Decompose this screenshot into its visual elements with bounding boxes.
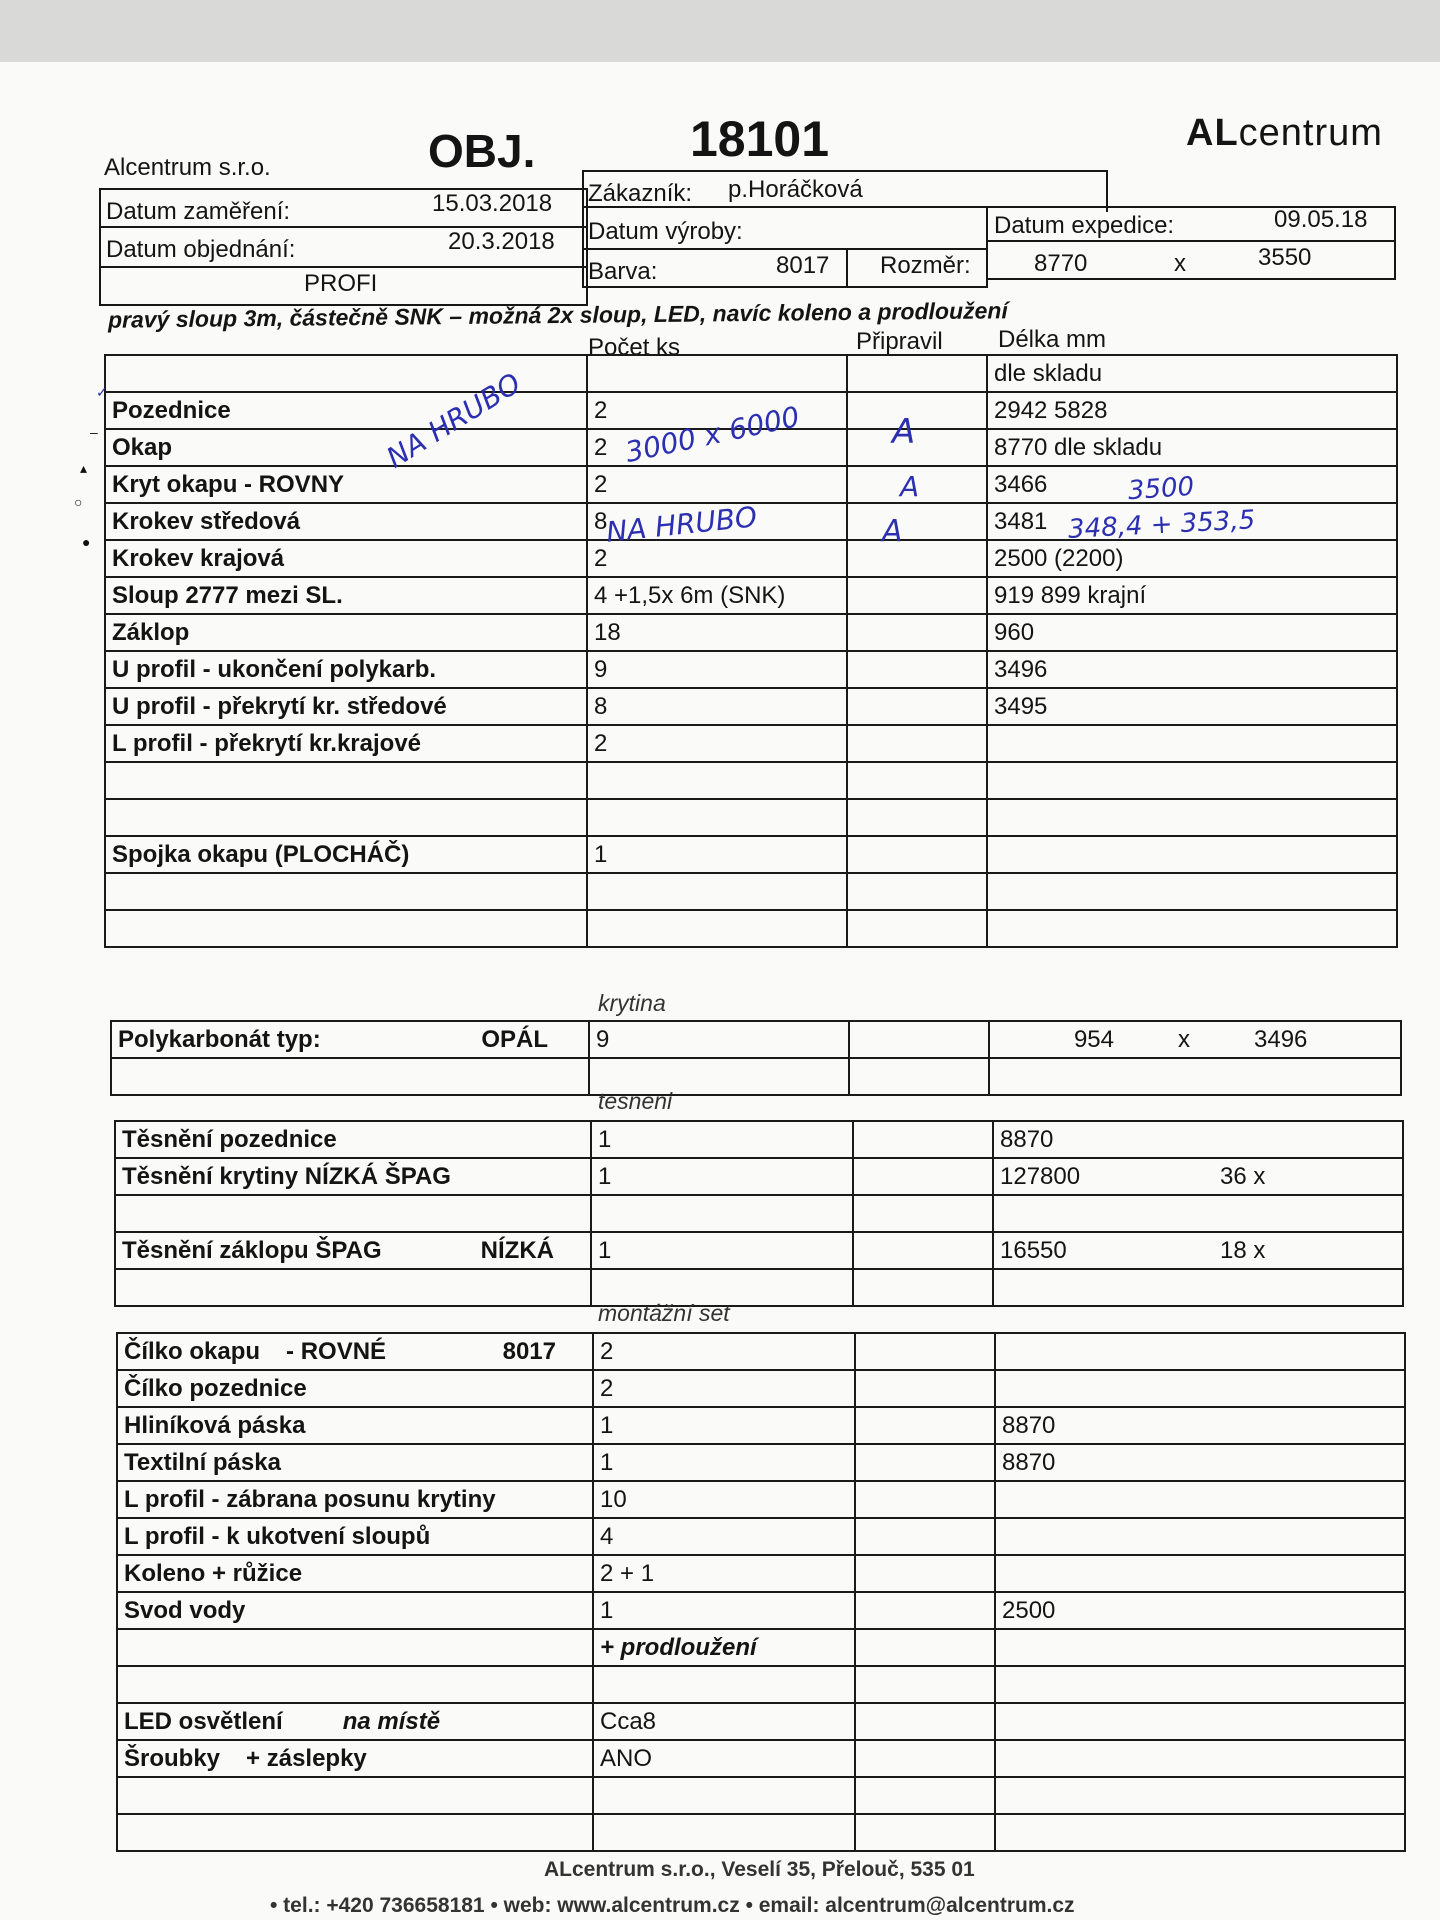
table-cell: 2 bbox=[593, 1370, 855, 1407]
table-row bbox=[117, 1740, 1405, 1777]
table-cell bbox=[993, 1232, 1403, 1269]
type-label: PROFI bbox=[304, 270, 378, 297]
table-cell bbox=[987, 910, 1397, 947]
production-date-label: Datum výroby: bbox=[588, 218, 743, 245]
table-cell bbox=[855, 1370, 995, 1407]
divider bbox=[846, 248, 848, 286]
table-cell bbox=[855, 1555, 995, 1592]
table-cell: 3481 bbox=[987, 503, 1397, 540]
divider bbox=[99, 266, 588, 268]
table-row bbox=[115, 1195, 1403, 1232]
mount-mid: na místě bbox=[342, 1707, 441, 1735]
table-cell: 2500 bbox=[995, 1592, 1405, 1629]
table-cell: U profil - ukončení polykarb. bbox=[105, 651, 587, 688]
table-cell bbox=[847, 540, 987, 577]
table-cell bbox=[105, 799, 587, 836]
table-cell: 3495 bbox=[987, 688, 1397, 725]
table-cell bbox=[847, 688, 987, 725]
table-row bbox=[117, 1629, 1405, 1666]
table-cell bbox=[855, 1740, 995, 1777]
mount-extra: 8017 bbox=[502, 1337, 556, 1365]
measure-date: 15.03.2018 bbox=[432, 190, 553, 217]
alcentrum-logo bbox=[1186, 112, 1383, 155]
table-cell bbox=[117, 1370, 593, 1407]
seal-name: Těsnění záklopu ŠPAG bbox=[122, 1236, 382, 1264]
table-row bbox=[117, 1407, 1405, 1444]
table-cell: 919 899 krajní bbox=[987, 577, 1397, 614]
table-cell bbox=[987, 725, 1397, 762]
table-cell bbox=[117, 1666, 593, 1703]
color-label: Barva: bbox=[588, 258, 658, 285]
table-cell bbox=[117, 1333, 593, 1370]
handwriting-initials: A bbox=[882, 514, 903, 549]
table-cell: 2 bbox=[587, 429, 847, 466]
table-row bbox=[117, 1703, 1405, 1740]
table-cell bbox=[587, 762, 847, 799]
seals-table bbox=[114, 1120, 1404, 1307]
table-row bbox=[117, 1555, 1405, 1592]
order-number: 18101 bbox=[690, 111, 830, 167]
table-row bbox=[117, 1592, 1405, 1629]
table-row bbox=[105, 651, 1397, 688]
table-cell: Pozednice bbox=[105, 392, 587, 429]
table-row bbox=[111, 1058, 1401, 1095]
table-row bbox=[105, 725, 1397, 762]
table-cell: 8770 dle skladu bbox=[987, 429, 1397, 466]
table-row bbox=[115, 1158, 1403, 1195]
customer-name: p.Horáčková bbox=[728, 176, 863, 203]
table-row bbox=[115, 1232, 1403, 1269]
table-cell bbox=[847, 503, 987, 540]
table-cell bbox=[115, 1232, 591, 1269]
table-cell: Krokev středová bbox=[105, 503, 587, 540]
table-cell: 3496 bbox=[987, 651, 1397, 688]
table-cell bbox=[117, 1407, 593, 1444]
seals-section-label: tesneni bbox=[598, 1088, 673, 1114]
table-cell bbox=[117, 1814, 593, 1851]
table-row bbox=[117, 1444, 1405, 1481]
handwriting-length-note-2: 348,4 + 353,5 bbox=[1067, 505, 1256, 545]
cover-section-label: krytina bbox=[598, 990, 666, 1016]
table-cell bbox=[105, 762, 587, 799]
cover-kind: OPÁL bbox=[481, 1025, 548, 1053]
table-cell bbox=[987, 836, 1397, 873]
seal-multiplier: 36 x bbox=[1220, 1162, 1266, 1190]
table-row bbox=[105, 799, 1397, 836]
table-cell bbox=[593, 1666, 855, 1703]
mount-name: L profil - k ukotvení sloupů bbox=[124, 1522, 431, 1550]
cover-count: 9 bbox=[589, 1021, 849, 1058]
order-date: 20.3.2018 bbox=[448, 228, 555, 255]
table-cell bbox=[987, 762, 1397, 799]
measure-date-label: Datum zaměření: bbox=[106, 198, 291, 225]
table-cell: 2 bbox=[593, 1333, 855, 1370]
mount-name: LED osvětlení bbox=[124, 1707, 283, 1735]
table-row bbox=[105, 355, 1397, 392]
dispatch-date-label: Datum expedice: bbox=[994, 212, 1175, 239]
table-cell: Sloup 2777 mezi SL. bbox=[105, 577, 587, 614]
cover-name: Polykarbonát typ: bbox=[118, 1025, 321, 1053]
table-cell bbox=[105, 873, 587, 910]
table-cell bbox=[847, 725, 987, 762]
table-cell bbox=[591, 1195, 853, 1232]
seal-multiplier: 18 x bbox=[1220, 1236, 1266, 1264]
table-cell bbox=[989, 1021, 1401, 1058]
table-cell: 1 bbox=[593, 1407, 855, 1444]
mount-mid: - ROVNÉ bbox=[286, 1337, 387, 1365]
table-cell bbox=[117, 1444, 593, 1481]
table-cell bbox=[849, 1021, 989, 1058]
table-cell bbox=[855, 1518, 995, 1555]
size-width: 8770 bbox=[1034, 250, 1088, 277]
table-cell bbox=[995, 1555, 1405, 1592]
table-cell: 1 bbox=[591, 1121, 853, 1158]
table-cell bbox=[849, 1058, 989, 1095]
cover-length: 3496 bbox=[1254, 1025, 1308, 1053]
table-cell: Spojka okapu (PLOCHÁČ) bbox=[105, 836, 587, 873]
table-cell: 2 bbox=[587, 466, 847, 503]
table-row bbox=[111, 1021, 1401, 1058]
table-row bbox=[117, 1666, 1405, 1703]
table-cell: 2500 (2200) bbox=[987, 540, 1397, 577]
handwriting-na-hrubo-1: NA HRUBO bbox=[380, 366, 527, 475]
table-cell: 1 bbox=[593, 1592, 855, 1629]
table-cell bbox=[853, 1121, 993, 1158]
table-cell bbox=[587, 910, 847, 947]
table-row bbox=[105, 873, 1397, 910]
table-row bbox=[105, 910, 1397, 947]
order-label: OBJ. bbox=[428, 125, 536, 177]
company-name: Alcentrum s.r.o. bbox=[104, 154, 271, 181]
table-cell: 4 +1,5x 6m (SNK) bbox=[587, 577, 847, 614]
dispatch-date: 09.05.18 bbox=[1274, 206, 1368, 233]
color-value: 8017 bbox=[776, 252, 830, 279]
table-cell bbox=[995, 1777, 1405, 1814]
margin-mark: – bbox=[90, 424, 98, 440]
table-cell bbox=[115, 1121, 591, 1158]
table-cell bbox=[117, 1703, 593, 1740]
table-cell: 2 bbox=[587, 725, 847, 762]
logo-al: AL bbox=[1186, 112, 1239, 154]
table-cell: 2 bbox=[587, 540, 847, 577]
table-row bbox=[117, 1370, 1405, 1407]
table-cell: 8870 bbox=[995, 1444, 1405, 1481]
table-cell: 960 bbox=[987, 614, 1397, 651]
table-cell bbox=[847, 762, 987, 799]
table-cell bbox=[847, 614, 987, 651]
table-cell bbox=[105, 910, 587, 947]
mount-name: Šroubky bbox=[124, 1744, 221, 1772]
col-prepared: Připravil bbox=[856, 328, 943, 355]
divider bbox=[582, 248, 988, 250]
table-cell bbox=[587, 873, 847, 910]
table-cell bbox=[995, 1814, 1405, 1851]
table-cell bbox=[993, 1121, 1403, 1158]
mount-name: Koleno + růžice bbox=[124, 1559, 303, 1587]
table-cell: Cca8 bbox=[593, 1703, 855, 1740]
handwriting-na-hrubo-2: NA HRUBO bbox=[604, 500, 759, 549]
table-cell bbox=[853, 1158, 993, 1195]
table-cell bbox=[855, 1777, 995, 1814]
table-cell: 1 bbox=[587, 836, 847, 873]
table-cell: 2 bbox=[587, 392, 847, 429]
table-cell bbox=[847, 429, 987, 466]
table-cell bbox=[117, 1555, 593, 1592]
cover-x: x bbox=[1178, 1025, 1190, 1053]
table-cell: U profil - překrytí kr. středové bbox=[105, 688, 587, 725]
table-row bbox=[117, 1333, 1405, 1370]
table-row bbox=[117, 1518, 1405, 1555]
table-cell: 3466 bbox=[987, 466, 1397, 503]
table-cell bbox=[855, 1814, 995, 1851]
size-label: Rozměr: bbox=[880, 252, 971, 279]
mount-name: L profil - zábrana posunu krytiny bbox=[124, 1485, 496, 1513]
table-cell bbox=[995, 1629, 1405, 1666]
table-row bbox=[105, 836, 1397, 873]
footer-address: ALcentrum s.r.o., Veselí 35, Přelouč, 535 01 bbox=[544, 1858, 975, 1881]
table-row bbox=[105, 540, 1397, 577]
table-cell bbox=[117, 1629, 593, 1666]
table-row bbox=[115, 1121, 1403, 1158]
col-count: Počet ks bbox=[588, 334, 681, 361]
table-cell: 1 bbox=[593, 1444, 855, 1481]
table-cell bbox=[995, 1518, 1405, 1555]
table-row bbox=[105, 577, 1397, 614]
footer-contact: • tel.: +420 736658181 • web: www.alcentrum.cz • email: alcentrum@alcentrum.cz bbox=[270, 1894, 1075, 1917]
table-cell bbox=[995, 1333, 1405, 1370]
table-cell bbox=[855, 1703, 995, 1740]
table-cell bbox=[855, 1444, 995, 1481]
table-cell: L profil - překrytí kr.krajové bbox=[105, 725, 587, 762]
mount-name: Hliníková páska bbox=[124, 1411, 306, 1439]
table-cell bbox=[855, 1481, 995, 1518]
table-cell bbox=[993, 1195, 1403, 1232]
table-cell: 10 bbox=[593, 1481, 855, 1518]
size-x: x bbox=[1174, 250, 1186, 277]
seal-length: 16550 bbox=[1000, 1236, 1067, 1264]
table-cell bbox=[593, 1777, 855, 1814]
table-cell: 18 bbox=[587, 614, 847, 651]
table-cell bbox=[115, 1195, 591, 1232]
mount-name: Čílko pozednice bbox=[124, 1374, 307, 1402]
size-depth: 3550 bbox=[1258, 244, 1312, 271]
table-cell: 1 bbox=[591, 1158, 853, 1195]
table-cell bbox=[117, 1518, 593, 1555]
table-cell bbox=[847, 910, 987, 947]
table-row bbox=[105, 614, 1397, 651]
table-row bbox=[105, 466, 1397, 503]
table-cell bbox=[111, 1021, 589, 1058]
divider bbox=[986, 240, 1396, 242]
table-cell: 8 bbox=[587, 503, 847, 540]
mount-name: Čílko okapu bbox=[124, 1337, 261, 1365]
table-cell: 2942 5828 bbox=[987, 392, 1397, 429]
table-cell bbox=[853, 1232, 993, 1269]
table-cell bbox=[593, 1814, 855, 1851]
table-cell bbox=[117, 1740, 593, 1777]
table-cell: 9 bbox=[587, 651, 847, 688]
seal-name: Těsnění pozednice bbox=[122, 1125, 337, 1153]
table-cell bbox=[587, 799, 847, 836]
table-row bbox=[105, 762, 1397, 799]
table-cell bbox=[995, 1481, 1405, 1518]
table-cell bbox=[847, 355, 987, 392]
table-cell bbox=[117, 1481, 593, 1518]
table-cell: 4 bbox=[593, 1518, 855, 1555]
table-cell bbox=[855, 1407, 995, 1444]
handwriting-initials: A bbox=[892, 412, 916, 452]
cover-table bbox=[110, 1020, 1402, 1096]
table-cell: 2 + 1 bbox=[593, 1555, 855, 1592]
table-cell bbox=[847, 873, 987, 910]
margin-mark: ○ bbox=[74, 494, 83, 510]
table-cell bbox=[987, 799, 1397, 836]
seal-name: Těsnění krytiny NÍZKÁ ŠPAG bbox=[122, 1162, 451, 1190]
table-cell: Okap bbox=[105, 429, 587, 466]
table-cell: dle skladu bbox=[987, 355, 1397, 392]
table-row bbox=[115, 1269, 1403, 1306]
table-cell bbox=[847, 392, 987, 429]
table-cell bbox=[855, 1629, 995, 1666]
table-cell bbox=[995, 1740, 1405, 1777]
margin-mark: ● bbox=[82, 534, 91, 550]
table-row bbox=[117, 1814, 1405, 1851]
table-cell bbox=[995, 1703, 1405, 1740]
cover-width: 954 bbox=[1073, 1025, 1114, 1053]
seal-extra: NÍZKÁ bbox=[480, 1236, 554, 1264]
table-cell bbox=[117, 1777, 593, 1814]
table-row bbox=[117, 1481, 1405, 1518]
table-cell bbox=[989, 1058, 1401, 1095]
table-cell bbox=[993, 1269, 1403, 1306]
table-cell bbox=[853, 1269, 993, 1306]
logo-text: centrum bbox=[1238, 112, 1383, 154]
table-cell: 8 bbox=[587, 688, 847, 725]
handwriting-size-note: 3000 x 6000 bbox=[622, 399, 803, 470]
table-row bbox=[105, 688, 1397, 725]
handwriting-length-note-1: 3500 bbox=[1127, 471, 1196, 507]
mount-table bbox=[116, 1332, 1406, 1852]
table-cell bbox=[987, 873, 1397, 910]
table-cell: + prodloužení bbox=[593, 1629, 855, 1666]
table-cell bbox=[111, 1058, 589, 1095]
table-cell bbox=[855, 1666, 995, 1703]
mount-name: Svod vody bbox=[124, 1596, 246, 1624]
table-cell bbox=[115, 1158, 591, 1195]
table-cell: ANO bbox=[593, 1740, 855, 1777]
table-cell bbox=[587, 355, 847, 392]
table-row bbox=[117, 1777, 1405, 1814]
table-cell bbox=[115, 1269, 591, 1306]
table-cell bbox=[847, 799, 987, 836]
seal-length: 127800 bbox=[1000, 1162, 1081, 1190]
table-cell: 1 bbox=[591, 1232, 853, 1269]
order-date-label: Datum objednání: bbox=[106, 236, 296, 263]
table-cell bbox=[853, 1195, 993, 1232]
table-cell bbox=[117, 1592, 593, 1629]
table-cell bbox=[847, 577, 987, 614]
table-cell bbox=[855, 1333, 995, 1370]
col-length: Délka mm bbox=[998, 326, 1107, 353]
mount-name: Textilní páska bbox=[124, 1448, 281, 1476]
table-cell: 8870 bbox=[995, 1407, 1405, 1444]
table-cell: Záklop bbox=[105, 614, 587, 651]
table-cell: Krokev krajová bbox=[105, 540, 587, 577]
table-cell bbox=[995, 1666, 1405, 1703]
mount-section-label: montážní set bbox=[598, 1300, 730, 1326]
order-note: pravý sloup 3m, částečně SNK – možná 2x sloup, LED, navíc koleno a prodloužení bbox=[107, 297, 1008, 333]
customer-label: Zákazník: bbox=[588, 180, 693, 207]
table-cell: Kryt okapu - ROVNY bbox=[105, 466, 587, 503]
table-cell bbox=[995, 1370, 1405, 1407]
handwriting-initials: A bbox=[900, 470, 920, 503]
mount-mid: + záslepky bbox=[246, 1744, 367, 1772]
table-cell bbox=[847, 836, 987, 873]
margin-mark: ✓ bbox=[96, 384, 108, 400]
table-cell bbox=[993, 1158, 1403, 1195]
margin-mark: ▴ bbox=[80, 460, 88, 476]
table-cell bbox=[847, 651, 987, 688]
table-cell bbox=[855, 1592, 995, 1629]
seal-length: 8870 bbox=[1000, 1125, 1054, 1153]
